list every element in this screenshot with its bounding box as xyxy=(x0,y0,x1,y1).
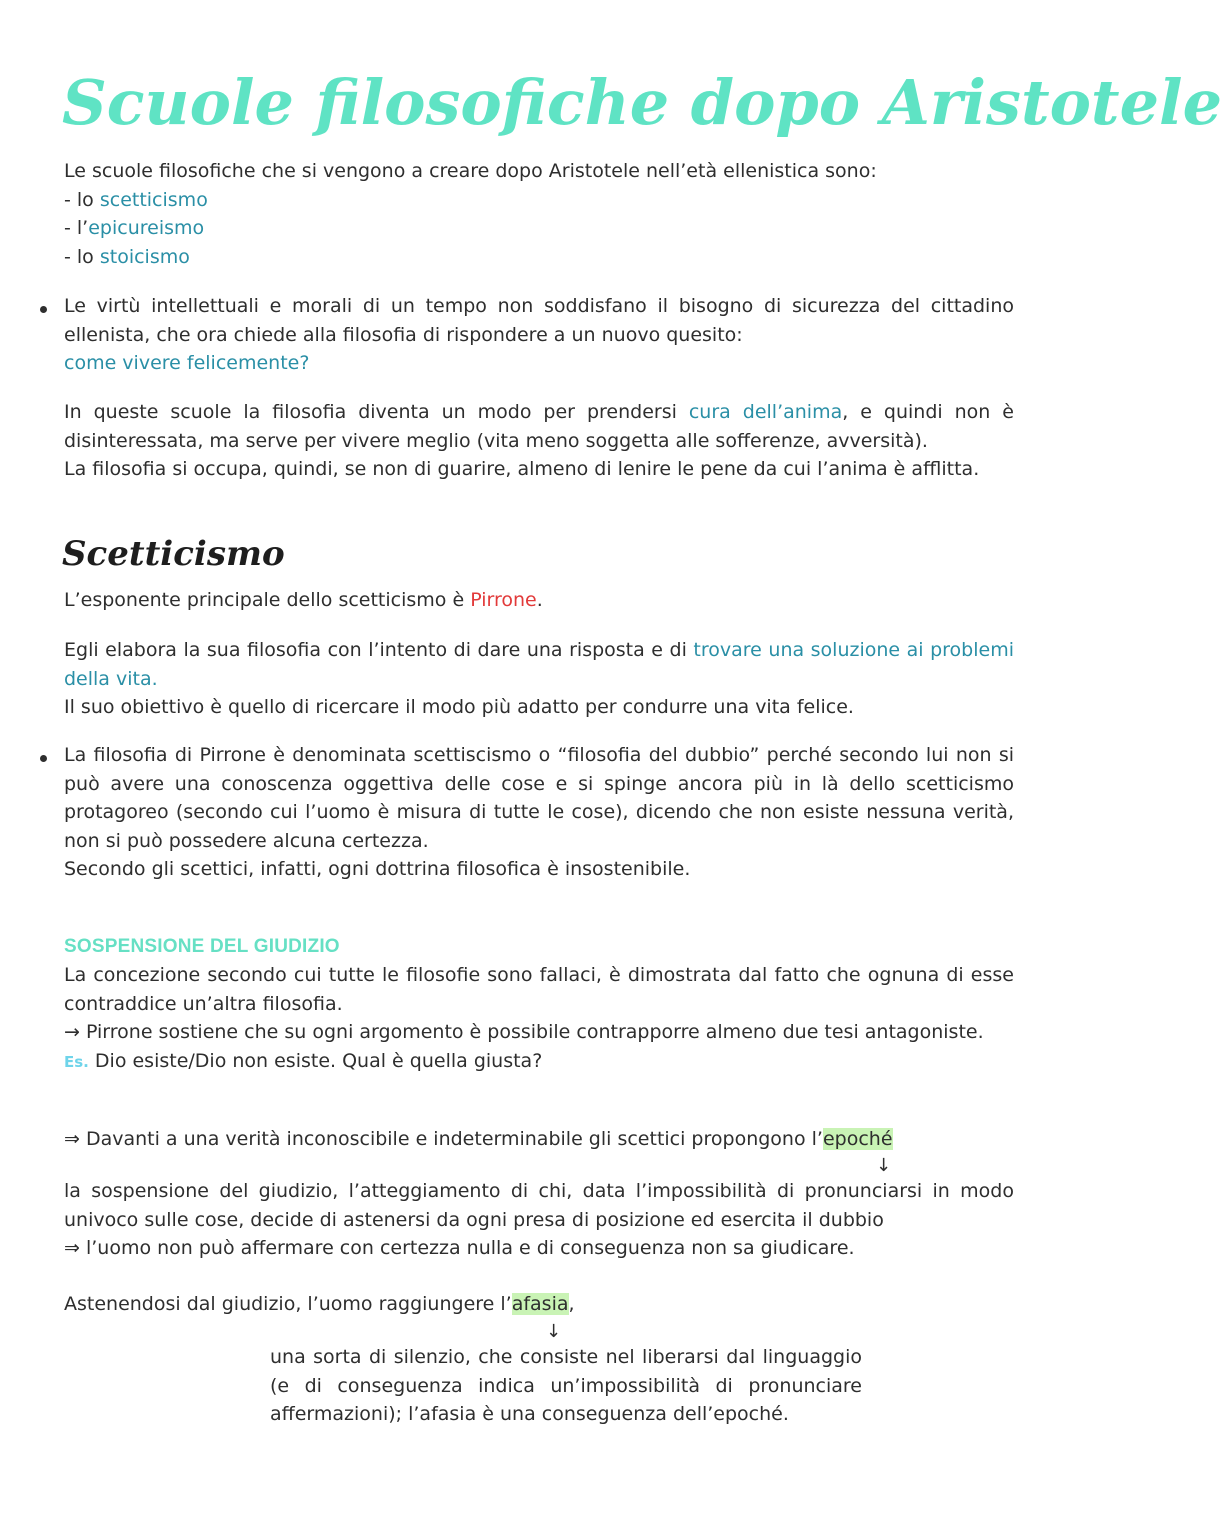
epoche-def: la sospensione del giudizio, l’atteggiamento di chi, data l’impossibilità di pronunciarsi in modo univoco sulle cose, decide di astenersi da ogni presa di posizione ed esercita il dubbio xyxy=(64,1180,1014,1231)
care-text-before: In queste scuole la filosofia diventa un modo per prendersi xyxy=(64,401,689,423)
afasia-definition xyxy=(270,1343,862,1429)
bullet-dot xyxy=(40,306,47,313)
epoche-line xyxy=(64,1125,1014,1154)
list-item xyxy=(64,243,1014,272)
exponent-period: . xyxy=(536,589,543,611)
bullet-paragraph xyxy=(64,741,1014,884)
intro-line: Le scuole filosofiche che si vengono a creare dopo Aristotele nell’età ellenistica sono: xyxy=(64,160,877,182)
aim-line2: Il suo obiettivo è quello di ricercare il modo più adatto per condurre una vita felice. xyxy=(64,696,854,718)
epoche-term: epoché xyxy=(822,1128,893,1150)
list-item-prefix: - l’ xyxy=(64,217,89,239)
suspension-p1: La concezione secondo cui tutte le filosofie sono fallaci, è dimostrata dal fatto che ognuna di esse contraddice un’altra filosofia. xyxy=(64,964,1014,1015)
subsection-heading: SOSPENSIONE DEL GIUDIZIO xyxy=(64,936,340,957)
afasia-term: afasia xyxy=(511,1293,569,1315)
bullet-dot xyxy=(40,755,47,762)
bullet-paragraph xyxy=(64,292,1014,378)
care-paragraph xyxy=(64,398,1014,484)
suspension-p2: → Pirrone sostiene che su ogni argomento è possibile contrapporre almeno due tesi antagoniste. xyxy=(64,1021,984,1043)
epoche-conseq: ⇒ l’uomo non può affermare con certezza nulla e di conseguenza non sa giudicare. xyxy=(64,1237,855,1259)
epoche-text: ⇒ Davanti a una verità inconoscibile e indeterminabile gli scettici propongono l’ xyxy=(64,1128,823,1150)
bullet-text: Le virtù intellettuali e morali di un tempo non soddisfano il bisogno di sicurezza del cittadino ellenista, che ora chiede alla filosofia di rispondere a un nuovo quesito: xyxy=(64,295,1014,346)
afasia-def: una sorta di silenzio, che consiste nel liberarsi dal linguaggio (e di conseguenza indica un’impossibilità di pronunciare affermazioni); l’afasia è una conseguenza dell’epoché. xyxy=(270,1346,862,1425)
list-item xyxy=(64,214,1014,243)
example-text: Dio esiste/Dio non esiste. Qual è quella giusta? xyxy=(88,1049,543,1072)
aim-text: Egli elabora la sua filosofia con l’intento di dare una risposta e di xyxy=(64,639,694,661)
list-item-prefix: - lo xyxy=(64,188,100,211)
bullet-text: La filosofia di Pirrone è denominata scettiscismo o “filosofia del dubbio” perché secondo lui non si può avere una conoscenza oggettiva delle cose e si spinge ancora più in là dello scetticismo protagoreo (secondo cui l’uomo è misura di tutte le cose), dicendo che non esiste nessuna verità, non si può possedere alcuna certezza. xyxy=(64,744,1014,852)
afasia-line xyxy=(64,1290,1014,1319)
section-heading: Scetticismo xyxy=(62,534,285,574)
list-item-term: stoicismo xyxy=(99,245,190,268)
question-text: come vivere felicemente? xyxy=(64,352,310,374)
suspension-paragraph xyxy=(64,961,1014,1076)
exponent-text: L’esponente principale dello scetticismo è xyxy=(64,589,471,611)
list-item xyxy=(64,186,1014,215)
afasia-text: Astenendosi dal giudizio, l’uomo raggiungere l’ xyxy=(64,1293,512,1315)
list-item-term: scetticismo xyxy=(99,188,208,211)
list-item-prefix: - lo xyxy=(64,245,100,268)
bullet-line2: Secondo gli scettici, infatti, ogni dottrina filosofica è insostenibile. xyxy=(64,858,691,880)
care-highlight: cura dell’anima xyxy=(688,401,843,423)
page-title: Scuole filosofiche dopo Aristotele xyxy=(62,66,1222,139)
down-arrow-icon: ↓ xyxy=(876,1155,892,1176)
aim-highlight: trovare una soluzione ai problemi della vita. xyxy=(64,639,1015,690)
down-arrow-icon: ↓ xyxy=(546,1321,562,1342)
example-label: Es. xyxy=(64,1052,89,1071)
intro-block xyxy=(64,157,1014,271)
aim-paragraph xyxy=(64,636,1014,722)
exponent-paragraph xyxy=(64,586,1014,615)
epoche-definition xyxy=(64,1177,1014,1263)
afasia-comma: , xyxy=(568,1293,575,1315)
care-text-after: , e quindi non è disinteressata, ma serve per vivere meglio (vita meno soggetta alle sofferenze, avversità). xyxy=(64,401,1014,452)
care-line2: La filosofia si occupa, quindi, se non di guarire, almeno di lenire le pene da cui l’anima è afflitta. xyxy=(64,458,980,480)
exponent-name: Pirrone xyxy=(470,589,537,611)
list-item-term: epicureismo xyxy=(88,217,205,239)
